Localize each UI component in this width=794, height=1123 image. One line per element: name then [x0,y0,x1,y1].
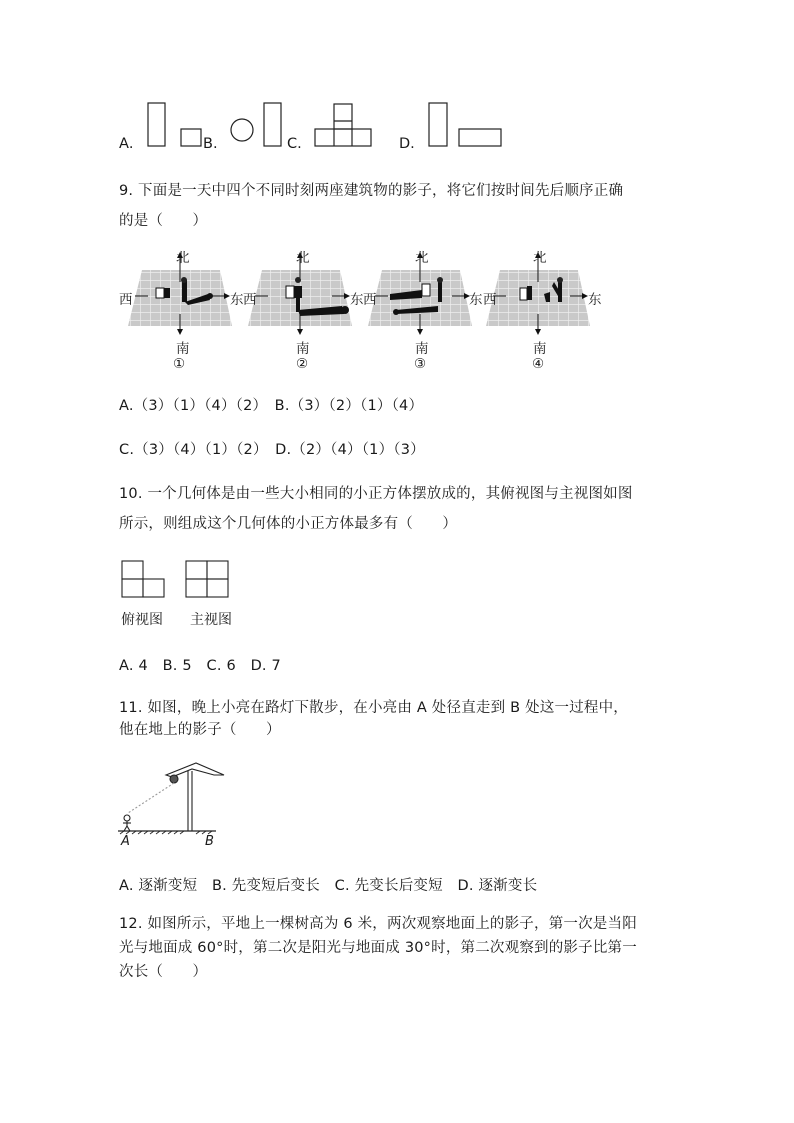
q9-stem-line2: 的是（ ） [119,213,208,229]
q9-p3-south: 南 [415,341,429,357]
q10-stem-line2: 所示，则组成这个几何体的小正方体最多有（ ） [119,516,458,532]
q10-front-view [186,561,228,597]
q10-views [0,558,794,604]
q9-p2-north: 北 [296,250,310,266]
q11-point-a: A [121,834,130,849]
q12-stem-line3: 次长（ ） [119,964,208,980]
q9-panel-3-label: ③ [414,356,427,372]
q10-top-view [122,561,164,597]
q8-d-tall-rect [429,103,447,146]
q8-option-a-label: A. [119,136,134,152]
q9-p1-south: 南 [176,341,190,357]
q8-option-c-label: C. [287,136,302,152]
q9-p2-south: 南 [296,341,310,357]
q8-option-b-label: B. [203,136,218,152]
q11-point-b: B [205,834,214,849]
q8-option-d-label: D. [399,136,415,152]
q8-a-small-square [181,129,201,146]
q11-stem-line2: 他在地上的影子（ ） [119,722,281,738]
q8-d-wide-rect [459,129,501,146]
q10-top-view-label: 俯视图 [121,612,163,628]
q11-streetlamp-figure [0,755,794,835]
q10-options: A. 4 B. 5 C. 6 D. 7 [119,658,281,674]
q9-p3-north: 北 [415,250,429,266]
q8-a-tall-rect [148,103,165,146]
q9-panel-2-label: ② [296,356,309,372]
q8-b-circle [231,119,253,141]
q9-p1-west: 西 [119,292,133,308]
q9-p4-east: 东 [588,292,602,308]
q9-options-line2: C.（3）（4）（1）（2） D.（2）（4）（1）（3） [119,442,425,458]
person-xiaoliang [123,815,131,831]
q9-p2-west: 西 [243,292,257,308]
q9-panel-4-label: ④ [532,356,545,372]
q8-b-tall-rect [264,103,281,146]
q9-options-line1: A.（3）（1）（4）（2） B.（3）（2）（1）（4） [119,398,424,414]
q10-stem-line1: 10. 一个几何体是由一些大小相同的小正方体摆放成的，其俯视图与主视图如图 [119,486,633,502]
q11-stem-line1: 11. 如图，晚上小亮在路灯下散步，在小亮由 A 处径直走到 B 处这一过程中， [119,700,628,716]
q12-stem-line1: 12. 如图所示，平地上一棵树高为 6 米，两次观察地面上的影子，第一次是当阳 [119,916,637,932]
q10-front-view-label: 主视图 [190,612,232,628]
q8-c-top [334,104,352,129]
q9-p1-east: 东 [230,292,244,308]
q9-p2-east: 东 [350,292,364,308]
q9-p4-west: 西 [483,292,497,308]
q12-stem-line2: 光与地面成 60°时，第二次是阳光与地面成 30°时，第二次观察到的影子比第一 [119,940,637,956]
q9-p4-south: 南 [533,341,547,357]
q9-stem-line1: 9. 下面是一天中四个不同时刻两座建筑物的影子，将它们按时间先后顺序正确 [119,183,624,199]
q11-options: A. 逐渐变短 B. 先变短后变长 C. 先变长后变短 D. 逐渐变长 [119,878,538,894]
q9-p4-north: 北 [533,250,547,266]
q8-c-base [315,129,371,146]
q9-p1-north: 北 [176,250,190,266]
q9-p3-east: 东 [469,292,483,308]
q8-figures [0,0,794,160]
q9-panel-1-label: ① [173,356,186,372]
q9-p3-west: 西 [363,292,377,308]
